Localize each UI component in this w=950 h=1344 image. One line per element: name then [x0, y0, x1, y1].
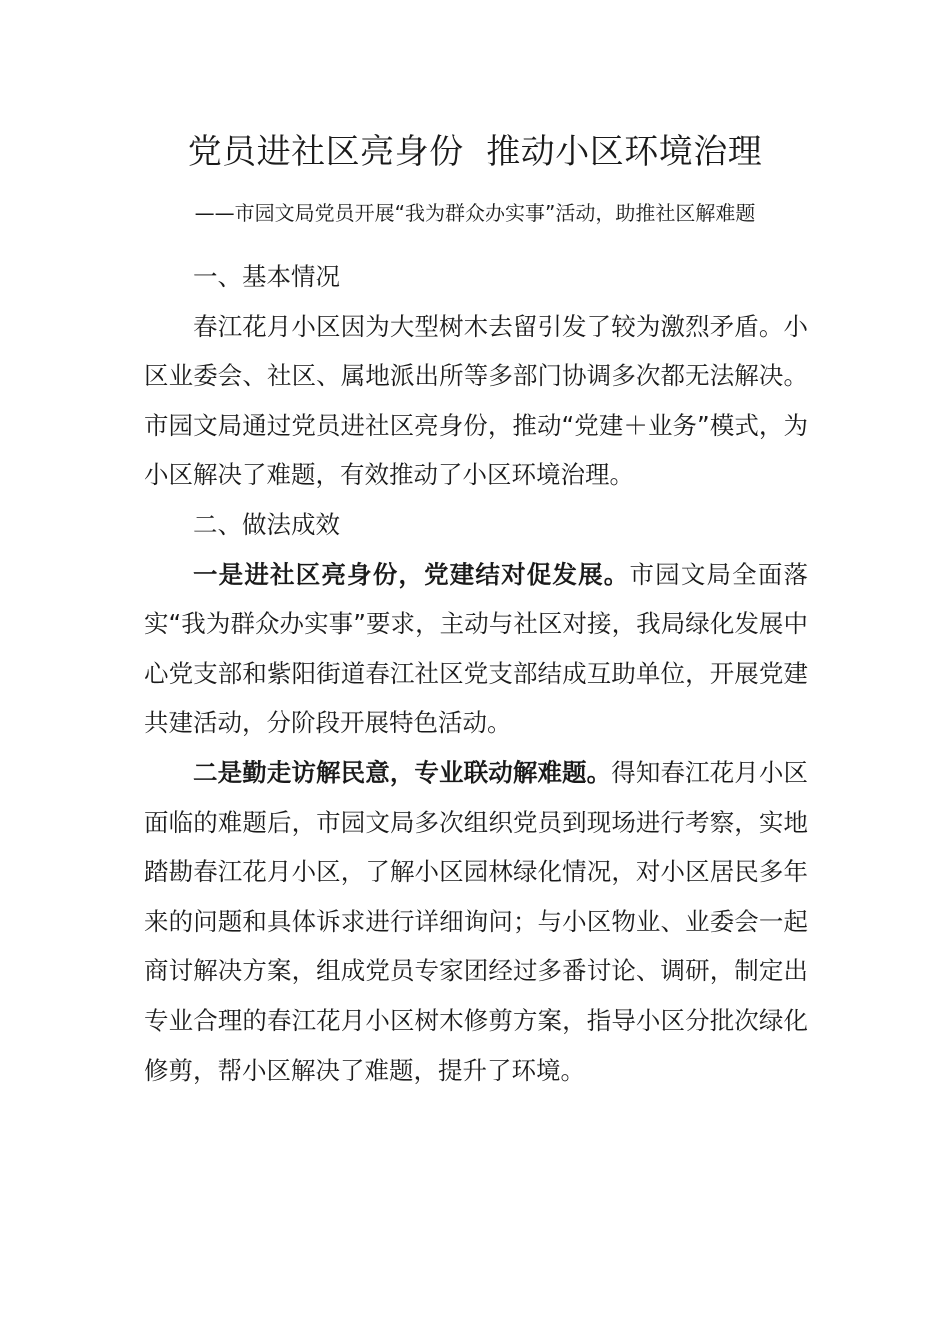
- item-2-text: 得知春江花月小区面临的难题后，市园文局多次组织党员到现场进行考察，实地踏勘春江花月小区，了解小区园林绿化情况，对小区居民多年来的问题和具体诉求进行详细询问；与小区物业、业委会一起商讨解决方案，组成党员专家团经过多番讨论、调研，制定出专业合理的春江花月小区树木修剪方案，指导小区分批次绿化修剪，帮小区解决了难题，提升了环境。: [144, 757, 809, 1085]
- item-1-lead: 一是进社区亮身份，党建结对促发展。: [193, 559, 630, 589]
- document-subtitle: ——市园文局党员开展“我为群众办实事”活动，助推社区解难题: [194, 201, 756, 225]
- paragraph-item-2: [144, 748, 808, 1095]
- section-heading-basic-info: 一、基本情况: [193, 262, 340, 291]
- document-body: [144, 252, 808, 1095]
- item-1-text: 市园文局全面落实“我为群众办实事”要求，主动与社区对接，我局绿化发展中心党支部和紫阳街道春江社区党支部结成互助单位，开展党建共建活动，分阶段开展特色活动。: [144, 559, 809, 738]
- section-heading-practice-results: 二、做法成效: [193, 509, 340, 539]
- paragraph-basic-info: 春江花月小区因为大型树木去留引发了较为激烈矛盾。小区业委会、社区、属地派出所等多部门协调多次都无法解决。市园文局通过党员进社区亮身份，推动“党建＋业务”模式，为小区解决了难题，有效推动了小区环境治理。: [144, 311, 808, 490]
- document-title: 党员进社区亮身份 推动小区环境治理: [187, 132, 763, 172]
- item-2-lead: 二是勤走访解民意，专业联动解难题。: [193, 757, 612, 787]
- paragraph-item-1: [144, 550, 808, 748]
